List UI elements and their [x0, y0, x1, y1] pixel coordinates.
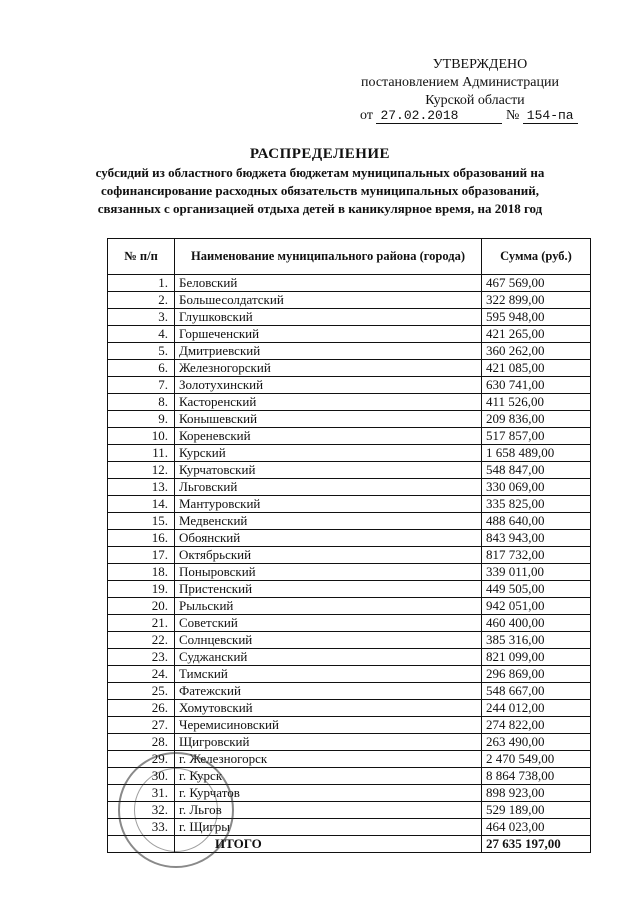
row-number: 15.	[108, 513, 175, 530]
table-row	[108, 513, 591, 530]
row-sum: 1 658 489,00	[482, 445, 591, 462]
row-sum: 339 011,00	[482, 564, 591, 581]
row-sum: 488 640,00	[482, 513, 591, 530]
row-number: 24.	[108, 666, 175, 683]
header-name: Наименование муниципального района (города)	[175, 239, 482, 275]
row-name: Солнцевский	[175, 632, 482, 649]
row-name: г. Льгов	[175, 802, 482, 819]
row-number: 16.	[108, 530, 175, 547]
table-row	[108, 615, 591, 632]
row-name: Мантуровский	[175, 496, 482, 513]
document-title: РАСПРЕДЕЛЕНИЕ	[249, 146, 391, 162]
total-sum: 27 635 197,00	[482, 836, 591, 853]
row-number: 19.	[108, 581, 175, 598]
row-number: 17.	[108, 547, 175, 564]
row-sum: 2 470 549,00	[482, 751, 591, 768]
row-name: Октябрьский	[175, 547, 482, 564]
row-name: Советский	[175, 615, 482, 632]
row-sum: 330 069,00	[482, 479, 591, 496]
row-number: 3.	[108, 309, 175, 326]
row-name: Курский	[175, 445, 482, 462]
row-sum: 460 400,00	[482, 615, 591, 632]
row-number: 25.	[108, 683, 175, 700]
table-row	[108, 445, 591, 462]
table-row	[108, 360, 591, 377]
row-sum: 209 836,00	[482, 411, 591, 428]
table-row	[108, 309, 591, 326]
row-sum: 843 943,00	[482, 530, 591, 547]
row-sum: 449 505,00	[482, 581, 591, 598]
table-row	[108, 411, 591, 428]
row-sum: 898 923,00	[482, 785, 591, 802]
table-row	[108, 547, 591, 564]
row-number: 14.	[108, 496, 175, 513]
table-body	[108, 275, 591, 853]
row-number: 4.	[108, 326, 175, 343]
row-number: 18.	[108, 564, 175, 581]
row-number: 10.	[108, 428, 175, 445]
distribution-table	[107, 238, 591, 853]
row-number: 29.	[108, 751, 175, 768]
header-number: № п/п	[108, 239, 175, 275]
row-sum: 335 825,00	[482, 496, 591, 513]
table-header-row	[108, 239, 591, 275]
row-sum: 942 051,00	[482, 598, 591, 615]
row-name: г. Курчатов	[175, 785, 482, 802]
row-name: Тимский	[175, 666, 482, 683]
row-sum: 817 732,00	[482, 547, 591, 564]
row-number: 21.	[108, 615, 175, 632]
row-sum: 8 864 738,00	[482, 768, 591, 785]
row-name: Глушковский	[175, 309, 482, 326]
row-sum: 244 012,00	[482, 700, 591, 717]
approval-date-line	[360, 108, 578, 124]
row-name: Кореневский	[175, 428, 482, 445]
approval-number: 154-па	[523, 108, 578, 124]
row-number: 2.	[108, 292, 175, 309]
table-row	[108, 394, 591, 411]
table-row	[108, 802, 591, 819]
row-name: Конышевский	[175, 411, 482, 428]
table-row	[108, 564, 591, 581]
row-number: 12.	[108, 462, 175, 479]
table-row	[108, 666, 591, 683]
table-row	[108, 581, 591, 598]
table-row	[108, 700, 591, 717]
row-number: 33.	[108, 819, 175, 836]
number-prefix: №	[505, 108, 520, 123]
table-row	[108, 734, 591, 751]
table-row	[108, 292, 591, 309]
row-name: Фатежский	[175, 683, 482, 700]
row-sum: 548 847,00	[482, 462, 591, 479]
table-row	[108, 649, 591, 666]
row-number: 1.	[108, 275, 175, 292]
table-row	[108, 326, 591, 343]
table-row	[108, 683, 591, 700]
row-number: 5.	[108, 343, 175, 360]
row-name: Большесолдатский	[175, 292, 482, 309]
row-name: Медвенский	[175, 513, 482, 530]
row-name: г. Железногорск	[175, 751, 482, 768]
row-sum: 821 099,00	[482, 649, 591, 666]
row-name: Хомутовский	[175, 700, 482, 717]
row-number: 31.	[108, 785, 175, 802]
table-row	[108, 428, 591, 445]
row-sum: 411 526,00	[482, 394, 591, 411]
row-name: Золотухинский	[175, 377, 482, 394]
total-row	[108, 836, 591, 853]
table-row	[108, 496, 591, 513]
row-sum: 595 948,00	[482, 309, 591, 326]
table-row	[108, 598, 591, 615]
approval-line-3: Курской области	[425, 93, 525, 108]
row-name: Щигровский	[175, 734, 482, 751]
row-sum: 464 023,00	[482, 819, 591, 836]
row-sum: 548 667,00	[482, 683, 591, 700]
row-name: Курчатовский	[175, 462, 482, 479]
row-number: 8.	[108, 394, 175, 411]
table-row	[108, 751, 591, 768]
table-row	[108, 343, 591, 360]
row-sum: 274 822,00	[482, 717, 591, 734]
row-number: 28.	[108, 734, 175, 751]
row-number: 22.	[108, 632, 175, 649]
row-name: Льговский	[175, 479, 482, 496]
row-sum: 385 316,00	[482, 632, 591, 649]
row-number: 6.	[108, 360, 175, 377]
row-sum: 529 189,00	[482, 802, 591, 819]
date-prefix: от	[360, 108, 373, 123]
row-number: 23.	[108, 649, 175, 666]
table-row	[108, 632, 591, 649]
row-number: 7.	[108, 377, 175, 394]
document-subtitle: субсидий из областного бюджета бюджетам муниципальных образований на софинансирование расходных обязательств муниципальных образований, связанных с организацией отдыха детей в каникулярное время, на 2018 год	[95, 165, 545, 216]
row-name: Черемисиновский	[175, 717, 482, 734]
row-number: 9.	[108, 411, 175, 428]
table-row	[108, 819, 591, 836]
row-number: 20.	[108, 598, 175, 615]
approval-line-2: постановлением Администрации	[361, 75, 559, 90]
row-name: Пристенский	[175, 581, 482, 598]
row-sum: 296 869,00	[482, 666, 591, 683]
approval-date: 27.02.2018	[376, 108, 502, 124]
row-sum: 421 085,00	[482, 360, 591, 377]
row-sum: 421 265,00	[482, 326, 591, 343]
row-sum: 322 899,00	[482, 292, 591, 309]
row-number: 11.	[108, 445, 175, 462]
row-sum: 467 569,00	[482, 275, 591, 292]
total-empty-cell	[108, 836, 175, 853]
row-name: г. Курск	[175, 768, 482, 785]
row-name: Беловский	[175, 275, 482, 292]
row-number: 26.	[108, 700, 175, 717]
row-name: Обоянский	[175, 530, 482, 547]
row-name: Железногорский	[175, 360, 482, 377]
row-name: Касторенский	[175, 394, 482, 411]
table-row	[108, 377, 591, 394]
row-sum: 360 262,00	[482, 343, 591, 360]
table-row	[108, 479, 591, 496]
approval-title: УТВЕРЖДЕНО	[432, 57, 528, 72]
row-sum: 263 490,00	[482, 734, 591, 751]
row-name: Рыльский	[175, 598, 482, 615]
row-name: г. Щигры	[175, 819, 482, 836]
row-sum: 630 741,00	[482, 377, 591, 394]
row-name: Суджанский	[175, 649, 482, 666]
row-number: 32.	[108, 802, 175, 819]
table-row	[108, 717, 591, 734]
row-number: 27.	[108, 717, 175, 734]
table-row	[108, 462, 591, 479]
header-sum: Сумма (руб.)	[482, 239, 591, 275]
total-label: ИТОГО	[175, 836, 482, 853]
row-number: 13.	[108, 479, 175, 496]
table-row	[108, 275, 591, 292]
row-name: Дмитриевский	[175, 343, 482, 360]
table-row	[108, 530, 591, 547]
table-row	[108, 768, 591, 785]
approval-header	[330, 56, 590, 110]
row-name: Горшеченский	[175, 326, 482, 343]
row-number: 30.	[108, 768, 175, 785]
row-sum: 517 857,00	[482, 428, 591, 445]
row-name: Поныровский	[175, 564, 482, 581]
table-row	[108, 785, 591, 802]
